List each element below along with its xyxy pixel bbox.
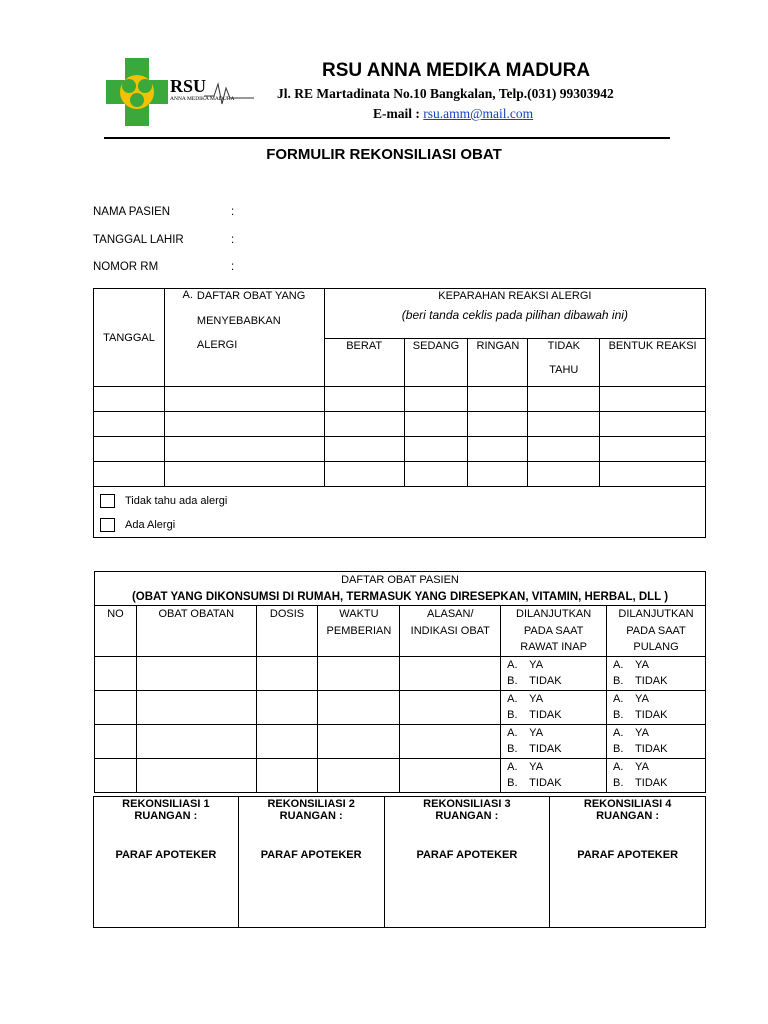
birthdate-label: TANGGAL LAHIR: [93, 234, 184, 246]
table-row: [95, 690, 706, 724]
allergy-options: [94, 487, 706, 538]
inpatient-choice[interactable]: A. YA B. TIDAK: [501, 758, 607, 792]
drug-allergy-header: A. DAFTAR OBAT YANG MENYEBABKAN ALERGI: [164, 289, 324, 387]
patient-name-label: NAMA PASIEN: [93, 206, 171, 218]
tanggal-header: TANGGAL: [94, 289, 165, 387]
table-row: [94, 437, 706, 462]
medical-record-label: NOMOR RM: [93, 261, 159, 273]
email-link[interactable]: rsu.amm@mail.com: [423, 106, 534, 121]
discharge-choice[interactable]: A. YA B. TIDAK: [607, 690, 706, 724]
form-title: FORMULIR REKONSILIASI OBAT: [266, 146, 502, 163]
header-divider: [104, 137, 670, 139]
inpatient-choice[interactable]: A. YA B. TIDAK: [501, 656, 607, 690]
col-dose: DOSIS: [256, 606, 318, 657]
severity-header: KEPARAHAN REAKSI ALERGI (beri tanda ceklis pada pilihan dibawah ini): [324, 289, 705, 339]
table-row: [95, 656, 706, 690]
hospital-email: [373, 106, 533, 122]
severity-tidak-tahu: TIDAK TAHU: [528, 339, 600, 387]
col-no: NO: [95, 606, 137, 657]
col-drug: OBAT OBATAN: [136, 606, 256, 657]
reconciliation-1[interactable]: REKONSILIASI 1 RUANGAN : PARAF APOTEKER: [94, 797, 239, 928]
medication-table: [94, 571, 706, 793]
patient-name-colon: :: [231, 206, 235, 218]
col-reason: ALASAN/ INDIKASI OBAT: [400, 606, 501, 657]
severity-berat: BERAT: [324, 339, 404, 387]
reconciliation-4[interactable]: REKONSILIASI 4 RUANGAN : PARAF APOTEKER: [550, 797, 706, 928]
email-label: E-mail :: [373, 106, 420, 121]
severity-ringan: RINGAN: [468, 339, 528, 387]
reaction-form-header: BENTUK REAKSI: [600, 339, 706, 387]
reconciliation-table: [93, 796, 706, 928]
table-row: [94, 412, 706, 437]
option-has-allergy[interactable]: Ada Alergi: [100, 513, 705, 537]
table-row: [94, 462, 706, 487]
severity-sedang: SEDANG: [404, 339, 468, 387]
table-row: [94, 387, 706, 412]
medication-table-title: DAFTAR OBAT PASIEN (OBAT YANG DIKONSUMSI DI RUMAH, TERMASUK YANG DIRESEPKAN, VITAMIN, HERBAL, DLL ): [95, 572, 706, 606]
table-row: [95, 758, 706, 792]
logo-subtext: ANNA MEDIKA MADURA: [170, 96, 235, 102]
col-inpatient: DILANJUTKAN PADA SAAT RAWAT INAP: [501, 606, 607, 657]
reconciliation-2[interactable]: REKONSILIASI 2 RUANGAN : PARAF APOTEKER: [238, 797, 384, 928]
inpatient-choice[interactable]: A. YA B. TIDAK: [501, 724, 607, 758]
inpatient-choice[interactable]: A. YA B. TIDAK: [501, 690, 607, 724]
option-unknown-allergy[interactable]: Tidak tahu ada alergi: [100, 489, 705, 513]
checkbox[interactable]: [100, 518, 115, 532]
checkbox[interactable]: [100, 494, 115, 508]
col-time: WAKTU PEMBERIAN: [318, 606, 400, 657]
hospital-address: Jl. RE Martadinata No.10 Bangkalan, Telp.(031) 99303942: [277, 86, 614, 101]
medical-record-colon: :: [231, 261, 235, 273]
logo-text: RSU: [170, 76, 207, 96]
hospital-name: RSU ANNA MEDIKA MADURA: [322, 60, 591, 81]
col-discharge: DILANJUTKAN PADA SAAT PULANG: [607, 606, 706, 657]
discharge-choice[interactable]: A. YA B. TIDAK: [607, 656, 706, 690]
hospital-logo: [104, 56, 254, 128]
table-row: [95, 724, 706, 758]
reconciliation-3[interactable]: REKONSILIASI 3 RUANGAN : PARAF APOTEKER: [384, 797, 550, 928]
discharge-choice[interactable]: A. YA B. TIDAK: [607, 724, 706, 758]
allergy-table: [93, 288, 706, 538]
birthdate-colon: :: [231, 234, 235, 246]
discharge-choice[interactable]: A. YA B. TIDAK: [607, 758, 706, 792]
